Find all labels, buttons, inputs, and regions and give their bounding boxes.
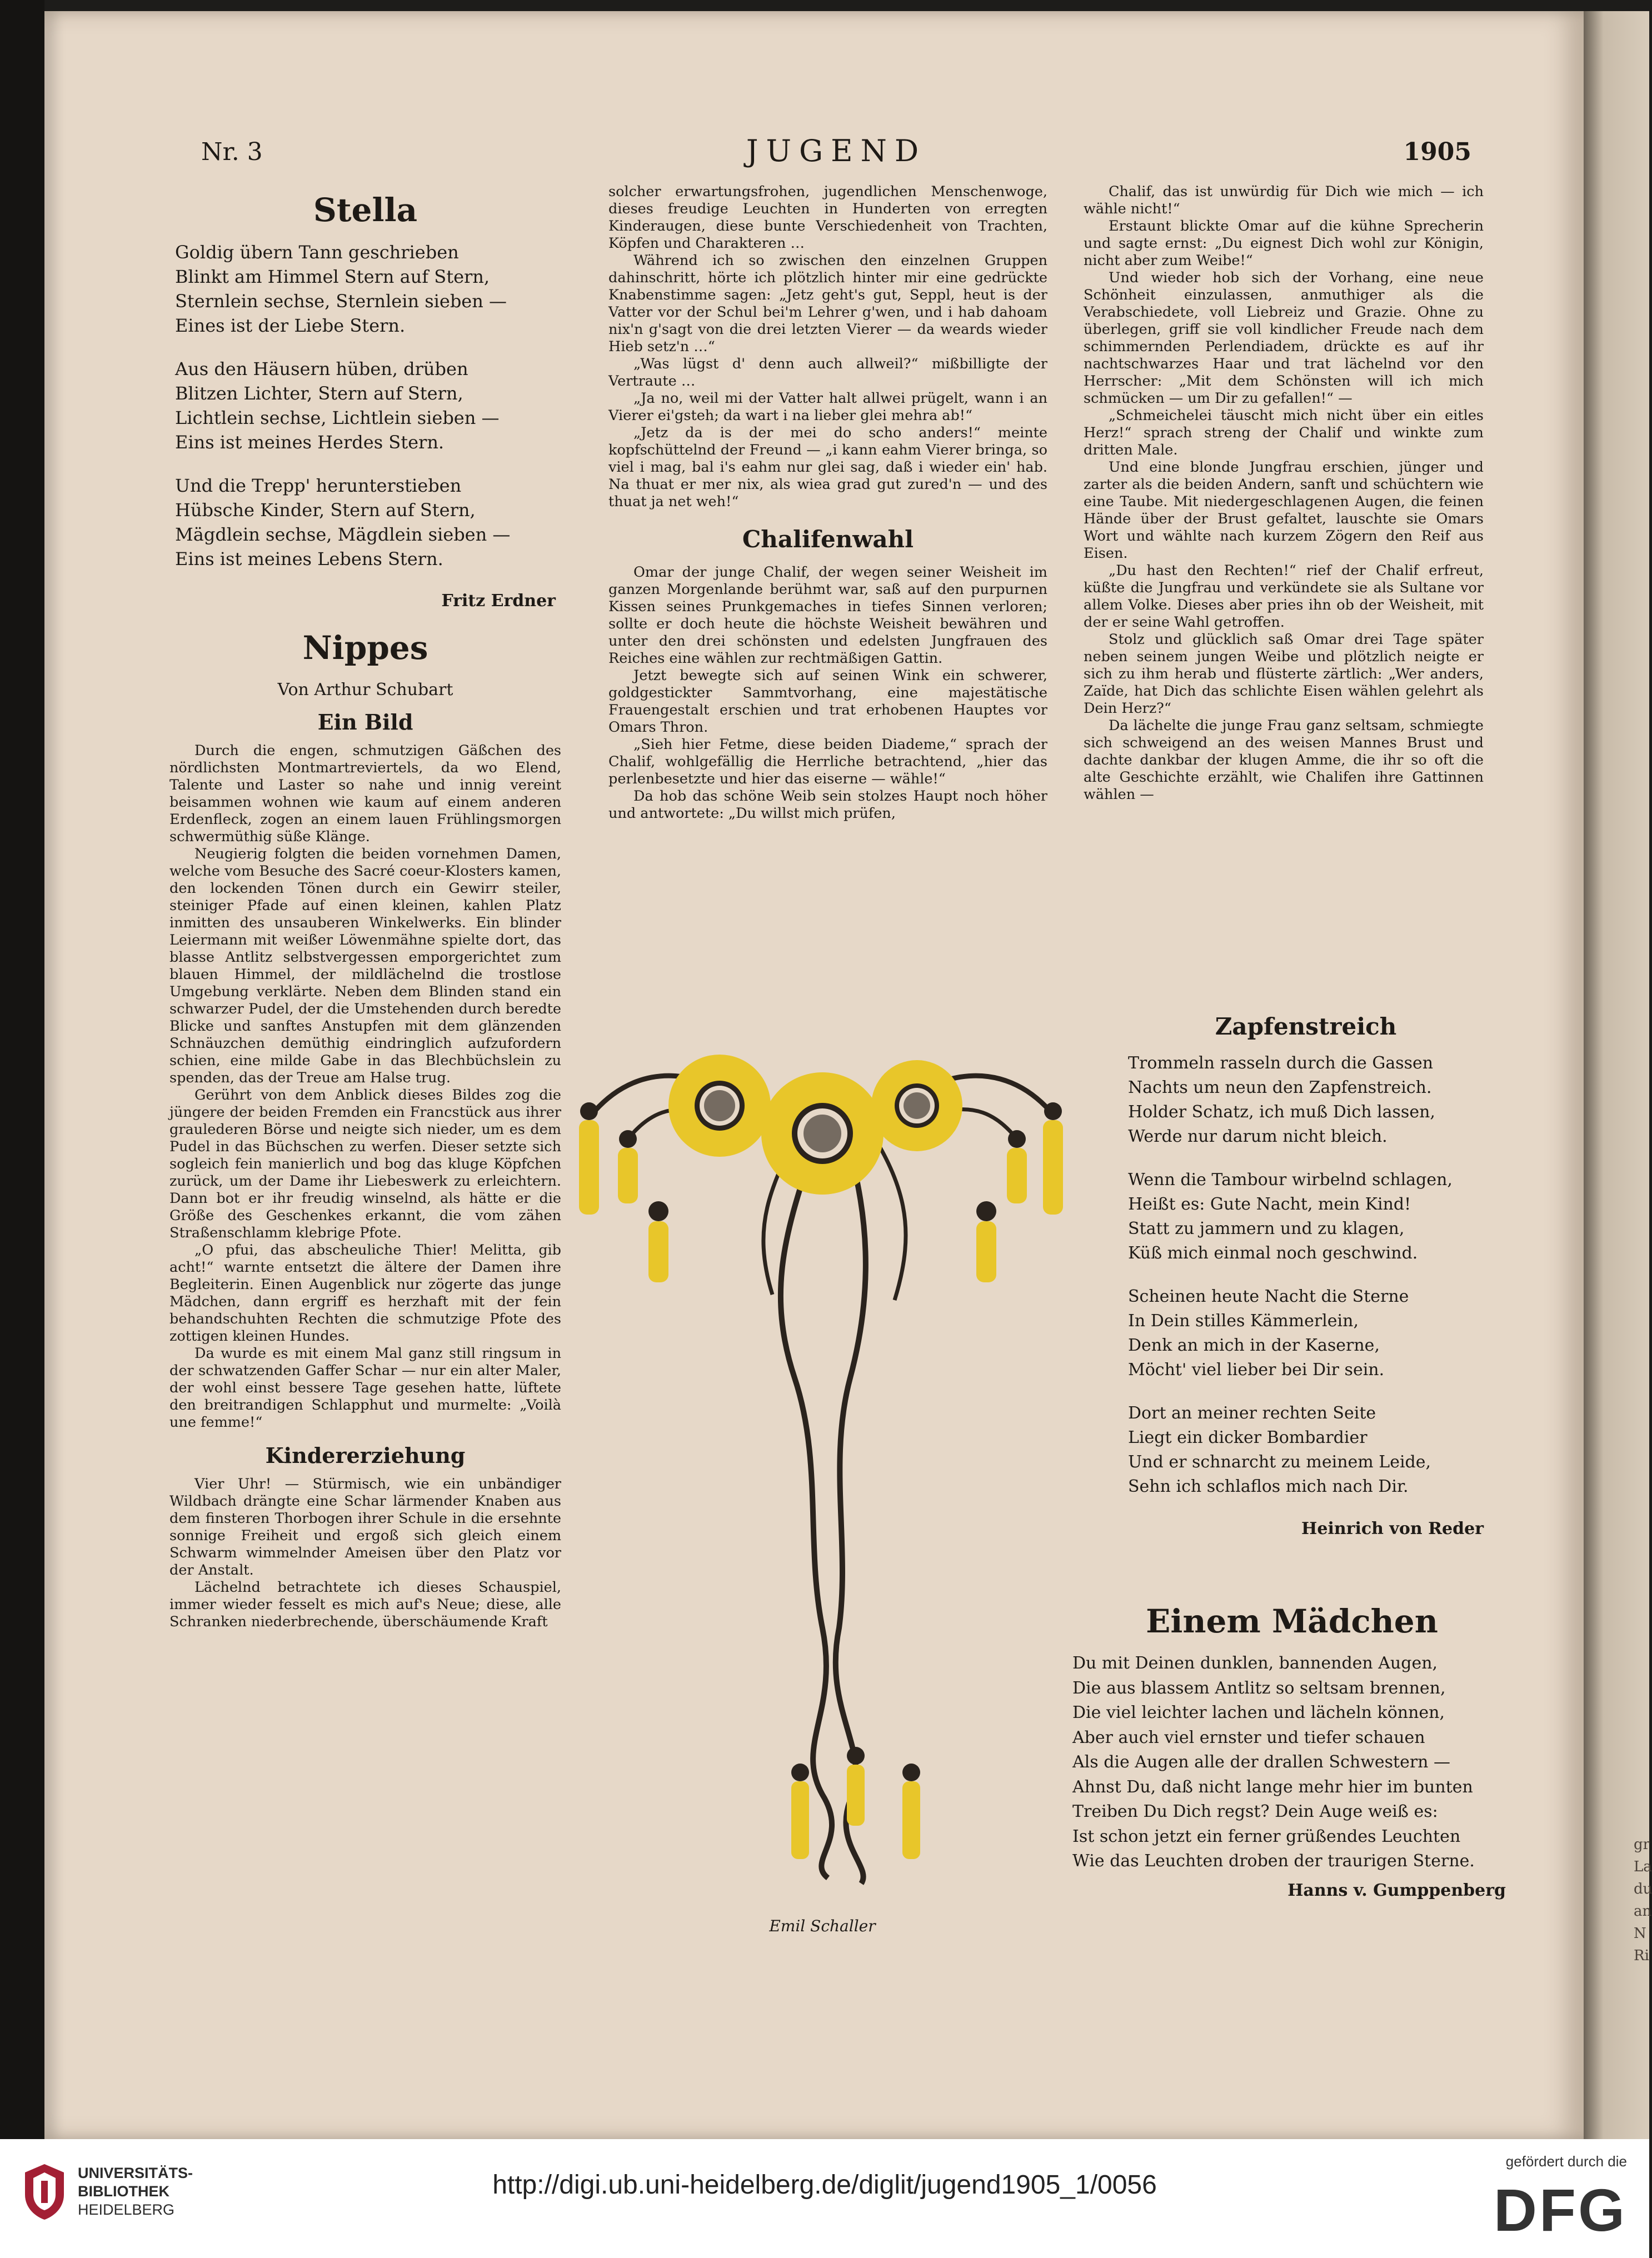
paragraph: Da wurde es mit einem Mal ganz still ringsum in der schwatzenden Gaffer Schar — nur ein alter Maler, der wohl einst bessere Tage gesehen hatte, lüftete den breitrandigen Schlapphut und murmelte: „Voilà une femme!“ bbox=[169, 1345, 561, 1431]
dfg-logo: DFG bbox=[1494, 2176, 1627, 2244]
stella-poem bbox=[169, 240, 561, 571]
poem-line: Eins ist meines Lebens Stern. bbox=[175, 548, 443, 570]
poem-line: Scheinen heute Nacht die Sterne bbox=[1128, 1287, 1409, 1306]
poem-line: Blinkt am Himmel Stern auf Stern, bbox=[175, 266, 490, 287]
art-nouveau-illustration bbox=[561, 1045, 1084, 1895]
illustration-credit: Emil Schaller bbox=[769, 1917, 876, 1935]
tassel bbox=[976, 1201, 996, 1282]
sunflower-right bbox=[871, 1060, 962, 1151]
kindererziehung-heading: Kindererziehung bbox=[265, 1443, 466, 1468]
poem-line: Küß mich einmal noch geschwind. bbox=[1128, 1243, 1418, 1263]
nippes-byline: Von Arthur Schubart bbox=[277, 680, 453, 700]
edge-fragment: an bbox=[1634, 1903, 1652, 1920]
funding-label: gefördert durch die bbox=[1505, 2153, 1627, 2170]
poem-line: Nachts um neun den Zapfenstreich. bbox=[1128, 1078, 1432, 1097]
poem-stanza bbox=[175, 473, 561, 571]
poem-line: Treiben Du Dich regst? Dein Auge weiß es: bbox=[1072, 1802, 1438, 1821]
poem-line: Heißt es: Gute Nacht, mein Kind! bbox=[1128, 1195, 1411, 1214]
paragraph: „O pfui, das abscheuliche Thier! Melitta, gib acht!“ warnte entsetzt die ältere der Damen ihre Begleiterin. Einen Augenblick nur zögerte das junge Mädchen, dann ergriff es herzhaft mit der fein behandschuhten Rechten die schmutzige Pfote des zottigen kleinen Hundes. bbox=[169, 1242, 561, 1345]
paragraph: „Schmeichelei täuscht mich nicht über ein eitles Herz!“ sprach streng der Chalif und winkte zum dritten Male. bbox=[1084, 407, 1484, 458]
poem-line: Und er schnarcht zu meinem Leide, bbox=[1128, 1452, 1431, 1472]
left-column bbox=[169, 183, 561, 1631]
paragraph: Erstaunt blickte Omar auf die kühne Sprecherin und sagte ernst: „Du eignest Dich wohl zur Königin, nicht aber zum Weibe!“ bbox=[1084, 218, 1484, 269]
digitization-url[interactable]: http://digi.ub.uni-heidelberg.de/diglit/jugend1905_1/0056 bbox=[492, 2170, 1157, 2200]
poem-line: Trommeln rasseln durch die Gassen bbox=[1128, 1053, 1434, 1073]
poem-line: In Dein stilles Kämmerlein, bbox=[1128, 1311, 1359, 1331]
poem-line: Wie das Leuchten droben der traurigen Sterne. bbox=[1072, 1851, 1475, 1871]
right-column bbox=[1084, 183, 1484, 803]
tassel bbox=[1043, 1102, 1063, 1215]
year: 1905 bbox=[1403, 138, 1471, 166]
paragraph: Lächelnd betrachtete ich dieses Schauspiel, immer wieder fesselt es mich auf's Neue; diese, alle Schranken niederbrechende, überschäumende Kraft bbox=[169, 1579, 561, 1630]
sunflower-left bbox=[668, 1055, 771, 1157]
paragraph: Omar der junge Chalif, der wegen seiner Weisheit im ganzen Morgenlande berühmt war, saß auf den purpurnen Kissen seines Prunkgemaches in tiefes Sinnen verloren; sollte er doch heute die höchste Weisheit bewähren und unter den drei schönsten und edelsten Jungfrauen des Reiches eine wählen zur rechtmäßigen Gattin. bbox=[608, 564, 1047, 667]
paragraph: Da hob das schöne Weib sein stolzes Haupt noch höher und antwortete: „Du willst mich prüfen, bbox=[608, 788, 1047, 822]
tassel bbox=[902, 1764, 920, 1859]
poem-line: Aber auch viel ernster und tiefer schauen bbox=[1072, 1727, 1425, 1747]
paragraph: „Was lügst d' denn auch allweil?“ mißbilligte der Vertraute … bbox=[608, 356, 1047, 389]
einem-maedchen-poem bbox=[1072, 1651, 1511, 1874]
institution-line: UNIVERSITÄTS- bbox=[78, 2165, 193, 2181]
paragraph: Neugierig folgten die beiden vornehmen Damen, welche vom Besuche des Sacré coeur-Klosters kamen, den lockenden Tönen durch ein Gewirr steiler, steiniger Pfade auf einen kleinen, kahlen Platz inmitten des unsauberen Winkelwerks. Ein blinder Leiermann mit weißer Löwenmähne spielte dort, das blasse Antlitz selbstvergessen emporgerichtet zum blauen Himmel, der mildlächelnd die trostlose Umgebung verklärte. Neben dem Blinden stand ein schwarzer Pudel, der die Umstehenden durch beredte Blicke und sanftes Anstupfen mit dem glänzenden Schnäuzchen demüthig eindringlich aufzufordern schien, eine milde Gabe in das Blechbüchslein zu spenden, das der Treue am Halse trug. bbox=[169, 846, 561, 1086]
edge-fragment: Ri bbox=[1634, 1947, 1649, 1964]
poem-line: Aus den Häusern hüben, drüben bbox=[175, 358, 468, 379]
einem-maedchen-title: Einem Mädchen bbox=[1146, 1602, 1438, 1640]
edge-fragment: La bbox=[1634, 1859, 1652, 1875]
tassel bbox=[1007, 1130, 1027, 1203]
paragraph: „Ja no, weil mi der Vatter halt allwei prügelt, wann i an Vierer ei'gsteh; da wart i na lieber glei mehra ab!“ bbox=[608, 390, 1047, 424]
poem-line: Sternlein sechse, Sternlein sieben — bbox=[175, 291, 507, 312]
paragraph: Vier Uhr! — Stürmisch, wie ein unbändiger Wildbach drängte eine Schar lärmender Knaben aus dem finsteren Thorbogen ihrer Schule in die ersehnte sonnige Freiheit und ergoß sich gleich einem Schwarm wimmelnder Ameisen über den Platz vor der Anstalt. bbox=[169, 1476, 561, 1578]
paragraph: Gerührt von dem Anblick dieses Bildes zog die jüngere der beiden Fremden ein Francstück aus ihrer graulederen Börse und neigte sich nieder, um es dem Pudel in das Büchschen zu werfen. Dieser setzte sich sogleich fein manierlich und bog das kluge Köpfchen zurück, um der Dame ihr Liebeswerk zu erleichtern. Dann bot er ihr freudig winselnd, als hätte er die Größe des Geschenkes erkannt, die vom zähen Straßenschlamm klebrige Pfote. bbox=[169, 1087, 561, 1241]
poem-line: Werde nur darum nicht bleich. bbox=[1128, 1127, 1388, 1146]
chalifenwahl-continuation bbox=[1084, 183, 1484, 803]
poem-line: Sehn ich schlaflos mich nach Dir. bbox=[1128, 1477, 1409, 1496]
middle-column bbox=[608, 183, 1047, 822]
stella-author: Fritz Erdner bbox=[441, 591, 556, 611]
ein-bild-heading: Ein Bild bbox=[317, 710, 413, 735]
zapfenstreich-poem bbox=[1122, 1051, 1489, 1499]
paragraph: Stolz und glücklich saß Omar drei Tage später neben seinem jungen Weibe und plötzlich neigte er sich zu ihm herab und flüsterte zärtlich: „Wer anders, Zaïde, hat Dich das schlichte Eisen wählen gelehrt als Dein Herz?“ bbox=[1084, 631, 1484, 717]
poem-line: Und die Trepp' herunterstieben bbox=[175, 475, 462, 496]
next-page-edge-text bbox=[1634, 1834, 1652, 1967]
zapfenstreich-poem-block bbox=[1122, 1006, 1489, 1553]
tassel bbox=[618, 1130, 638, 1203]
einem-maedchen-block bbox=[1072, 1595, 1511, 1915]
poem-stanza bbox=[1128, 1401, 1489, 1499]
illustration-stem bbox=[781, 1117, 832, 1878]
poem-line: Die viel leichter lachen und lächeln können, bbox=[1072, 1703, 1445, 1722]
paragraph: „Sieh hier Fetme, diese beiden Diademe,“ sprach der Chalif, wohlgefällig die Herrliche betrachtend, „hier das perlenbesetzte und hier das eiserne — wähle!“ bbox=[608, 736, 1047, 787]
poem-line: Statt zu jammern und zu klagen, bbox=[1128, 1219, 1405, 1238]
paragraph: Und eine blonde Jungfrau erschien, jünger und zarter als die beiden Andern, sanft und schüchtern wie eine Taube. Mit niedergeschlagenen Augen, die feinen Hände über der Brust gefaltet, lauschte sie Omars Wort und wählte nach kurzem Zögern den Reif aus Eisen. bbox=[1084, 459, 1484, 562]
tassel bbox=[579, 1102, 599, 1215]
journal-title: JUGEND bbox=[746, 133, 927, 168]
poem-line: Eins ist meines Herdes Stern. bbox=[175, 432, 445, 453]
tassel bbox=[847, 1747, 865, 1826]
poem-line: Blitzen Lichter, Stern auf Stern, bbox=[175, 383, 463, 404]
einem-maedchen-author: Hanns v. Gumppenberg bbox=[1287, 1880, 1506, 1900]
poem-line: Dort an meiner rechten Seite bbox=[1128, 1403, 1376, 1423]
paragraph: Während ich so zwischen den einzelnen Gruppen dahinschritt, hörte ich plötzlich hinter mir eine gedrückte Knabenstimme sagen: „Jetz geht's gut, Seppl, heut is der Vatter vor der Schul bei'm Lehrer g'wen, und i hab dahoam nix'n g'sagt von die drei letzten Vierer — da weards wieder Hieb setz'n …“ bbox=[608, 252, 1047, 355]
nippes-title: Nippes bbox=[302, 629, 428, 667]
paragraph: Chalif, das ist unwürdig für Dich wie mich — ich wähle nicht!“ bbox=[1084, 183, 1484, 217]
poem-line: Du mit Deinen dunklen, bannenden Augen, bbox=[1072, 1653, 1438, 1673]
ein-bild-text bbox=[169, 742, 561, 1431]
poem-stanza bbox=[175, 357, 561, 454]
next-page-edge bbox=[1584, 11, 1652, 2139]
edge-fragment: du bbox=[1634, 1881, 1652, 1897]
scan-background-left bbox=[0, 0, 44, 2139]
stella-title: Stella bbox=[313, 191, 418, 229]
issue-number: Nr. 3 bbox=[201, 138, 263, 166]
paragraph: Und wieder hob sich der Vorhang, eine neue Schönheit einzulassen, anmuthiger als die Verabschiedete, voll Liebreiz und Grazie. Ohne zu überlegen, griff sie voll kindlicher Freude nach dem schimmernden Perlendiadem, drückte es auf ihr nachtschwarzes Haar und trat lächelnd vor den Herrscher: „Mit dem Schönsten will ich mich schmücken — um Dir zu gefallen!“ — bbox=[1084, 269, 1484, 407]
zapfenstreich-title: Zapfenstreich bbox=[1215, 1013, 1397, 1040]
poem-line: Holder Schatz, ich muß Dich lassen, bbox=[1128, 1102, 1435, 1122]
zapfenstreich-author: Heinrich von Reder bbox=[1301, 1519, 1484, 1538]
poem-line: Denk an mich in der Kaserne, bbox=[1128, 1336, 1380, 1355]
institution-line: HEIDELBERG bbox=[78, 2201, 175, 2218]
poem-line: Möcht' viel lieber bei Dir sein. bbox=[1128, 1360, 1385, 1380]
kindererziehung-text bbox=[169, 1476, 561, 1631]
poem-line: Die aus blassem Antlitz so seltsam brennen, bbox=[1072, 1678, 1446, 1698]
poem-line: Lichtlein sechse, Lichtlein sieben — bbox=[175, 407, 500, 428]
tassel bbox=[791, 1764, 809, 1859]
chalifenwahl-title: Chalifenwahl bbox=[742, 526, 914, 553]
poem-line: Mägdlein sechse, Mägdlein sieben — bbox=[175, 524, 511, 545]
paragraph: Jetzt bewegte sich auf seinen Wink ein schwerer, goldgestickter Sammtvorhang, eine majestätische Frauengestalt erschien und trat erhobenen Hauptes vor Omars Thron. bbox=[608, 667, 1047, 736]
edge-fragment: gr bbox=[1634, 1836, 1650, 1853]
poem-line: Goldig übern Tann geschrieben bbox=[175, 242, 459, 263]
paragraph: „Du hast den Rechten!“ rief der Chalif erfreut, küßte die Jungfrau und verkündete sie als Sultane vor allem Volke. Dieses aber pries ihn ob der Weisheit, mit der er seine Wahl getroffen. bbox=[1084, 562, 1484, 631]
poem-line: Ist schon jetzt ein ferner grüßendes Leuchten bbox=[1072, 1826, 1461, 1846]
tassel bbox=[648, 1201, 668, 1282]
paragraph: Durch die engen, schmutzigen Gäßchen des nördlichsten Montmartreviertels, da wo Elend, Talente und Laster so nahe und innig vereint beisammen wohnen wie kaum auf einem anderen Erdenfleck, zogen an einem lauen Frühlingsmorgen schwermüthig süße Klänge. bbox=[169, 742, 561, 845]
page-header bbox=[194, 133, 1478, 172]
paragraph: solcher erwartungsfrohen, jugendlichen Menschenwoge, dieses freudige Leuchten in Hunderten von erregten Kinderaugen, diese bunte Verschiedenheit von Trachten, Köpfen und Charakteren … bbox=[608, 183, 1047, 252]
edge-fragment: N bbox=[1634, 1925, 1646, 1942]
chalifenwahl-text bbox=[608, 564, 1047, 822]
poem-line: Als die Augen alle der drallen Schwestern — bbox=[1072, 1752, 1451, 1772]
paragraph: Da lächelte die junge Frau ganz seltsam, schmiegte sich schweigend an des weisen Mannes Brust und dachte dankbar der klugen Amme, die ihr so oft die alte Geschichte erzählt, wie Chalifen ihre Gattinnen wählen — bbox=[1084, 717, 1484, 803]
poem-line: Wenn die Tambour wirbelnd schlagen, bbox=[1128, 1170, 1453, 1190]
poem-stanza bbox=[1128, 1051, 1489, 1149]
poem-line: Hübsche Kinder, Stern auf Stern, bbox=[175, 499, 476, 521]
poem-stanza bbox=[175, 240, 561, 338]
kindererziehung-continuation bbox=[608, 183, 1047, 511]
poem-line: Eines ist der Liebe Stern. bbox=[175, 315, 406, 336]
poem-line: Liegt ein dicker Bombardier bbox=[1128, 1428, 1367, 1447]
poem-stanza bbox=[1128, 1168, 1489, 1266]
sunflower-center bbox=[761, 1072, 884, 1195]
institution-line: BIBLIOTHEK bbox=[78, 2183, 169, 2200]
paragraph: „Jetz da is der mei do scho anders!“ meinte kopfschüttelnd der Freund — „i kann eahm Vierer bringa, so viel i mag, bal i's eahm nur glei sag, daß i wieder ein' hab. Na thuat er mer nix, als wiea grad gut zured'n — und des thuat ja net weh!“ bbox=[608, 424, 1047, 510]
poem-stanza bbox=[1128, 1285, 1489, 1382]
poem-line: Ahnst Du, daß nicht lange mehr hier im bunten bbox=[1072, 1777, 1473, 1797]
